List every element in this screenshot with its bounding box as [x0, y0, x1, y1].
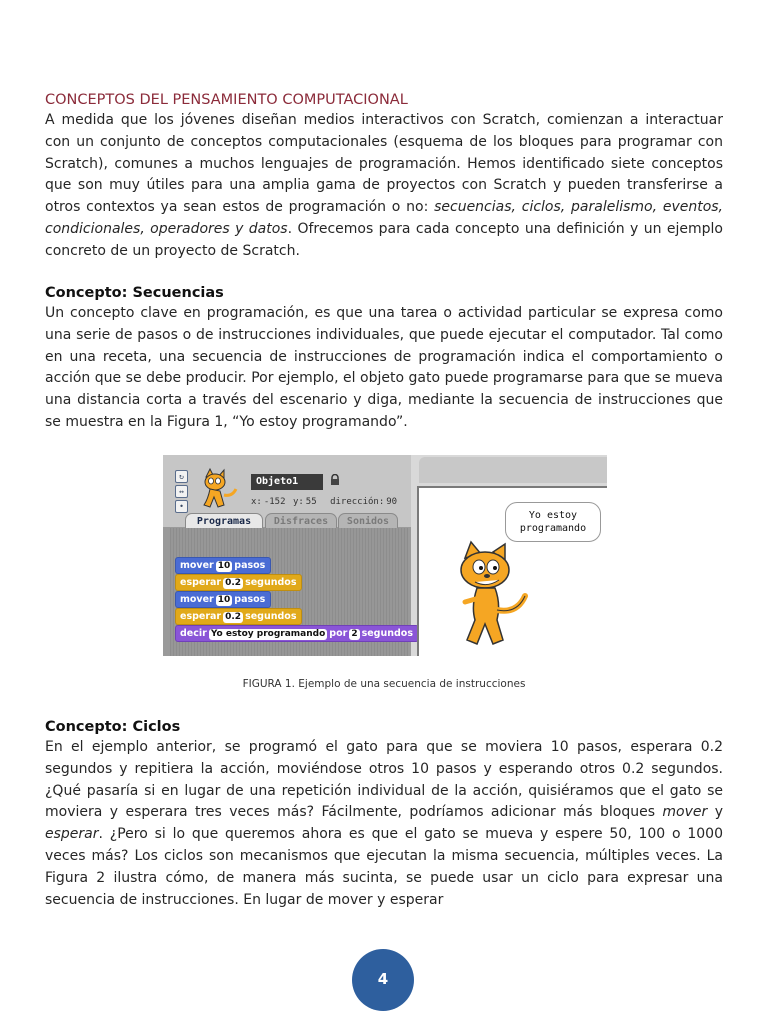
- tab-sonidos[interactable]: Sonidos: [338, 513, 398, 529]
- lock-icon[interactable]: [330, 474, 340, 486]
- ciclos-paragraph: En el ejemplo anterior, se programó el gato para que se moviera 10 pasos, esperara 0.2 segundos y repitiera la acción, moviéndose otros 10 pasos y esperando otros 0.2 segundos. ¿Qué pasaría si en lugar de una repetición individual de la acción, quisiéramos que el gato se moviera y esperara tres veces más? Fácilmente, podríamos adicionar más bloques mover y esperar. ¿Pero si lo que queremos ahora es que el gato se mueva y espere 50, 100 o 1000 veces más? Los ciclos son mecanismos que ejecutan la misma secuencia, múltiples veces. La Figura 2 ilustra cómo, de manera más sucinta, se puede usar un ciclo para expresar una secuencia de instrucciones. En lugar de mover y esperar: [45, 739, 723, 908]
- tab-programas[interactable]: Programas: [185, 513, 263, 529]
- speech-bubble: Yo estoy programando: [505, 502, 601, 542]
- block-move-2[interactable]: mover 10 pasos: [175, 591, 271, 608]
- section-title-conceptos: CONCEPTOS DEL PENSAMIENTO COMPUTACIONAL: [45, 92, 408, 108]
- sprite-position: x: -152 y: 55 dirección: 90: [251, 497, 398, 507]
- stage-header: [419, 457, 607, 483]
- tab-disfraces[interactable]: Disfraces: [265, 513, 337, 529]
- block-wait-2[interactable]: esperar 0.2 segundos: [175, 608, 302, 625]
- stage-cat-icon: [455, 540, 535, 650]
- scratch-figure: [163, 455, 607, 656]
- rotate-icon[interactable]: ↻: [175, 470, 188, 483]
- sprite-panel: [163, 455, 411, 656]
- section-title-secuencias: Concepto: Secuencias: [45, 285, 224, 301]
- flip-icon[interactable]: ↔: [175, 485, 188, 498]
- stage[interactable]: [417, 486, 607, 656]
- intro-paragraph: A medida que los jóvenes diseñan medios interactivos con Scratch, comienzan a interactuar con un conjunto de conceptos computacionales (esquema de los bloques para programar con Scratch), comunes a muchos lenguajes de programación. Hemos identificado siete conceptos que son muy útiles para una amplia gama de proyectos con Scratch y pueden transferirse a otros contextos ya sean estos de programación o no: secuencias, ciclos, paralelismo, eventos, condicionales, operadores y datos. Ofrecemos para cada concepto una definición y un ejemplo concreto de un proyecto de Scratch.: [45, 112, 724, 259]
- figure-caption: FIGURA 1. Ejemplo de una secuencia de instrucciones: [242, 678, 526, 690]
- page-number: 4: [352, 949, 414, 1011]
- sprite-thumbnail-cat-icon: [196, 467, 240, 511]
- block-wait-1[interactable]: esperar 0.2 segundos: [175, 574, 302, 591]
- block-say[interactable]: decir Yo estoy programando por 2 segundos: [175, 625, 419, 642]
- sprite-info-bar: [163, 455, 411, 527]
- sprite-name-field[interactable]: Objeto1: [251, 474, 323, 490]
- block-move-1[interactable]: mover 10 pasos: [175, 557, 271, 574]
- section-title-ciclos: Concepto: Ciclos: [45, 719, 181, 735]
- secuencias-paragraph: Un concepto clave en programación, es que una tarea o actividad particular se expresa como una serie de pasos o de instrucciones individuales, que puede ejecutar el computador. Tal como en una receta, una secuencia de instrucciones de programación indica el comportamiento o acción que se debe producir. Por ejemplo, el objeto gato puede programarse para que se mueva una distancia corta a través del escenario y diga, mediante la secuencia de instrucciones que se muestra en la Figura 1, “Yo estoy programando”.: [45, 305, 723, 430]
- no-rotate-icon[interactable]: •: [175, 500, 188, 513]
